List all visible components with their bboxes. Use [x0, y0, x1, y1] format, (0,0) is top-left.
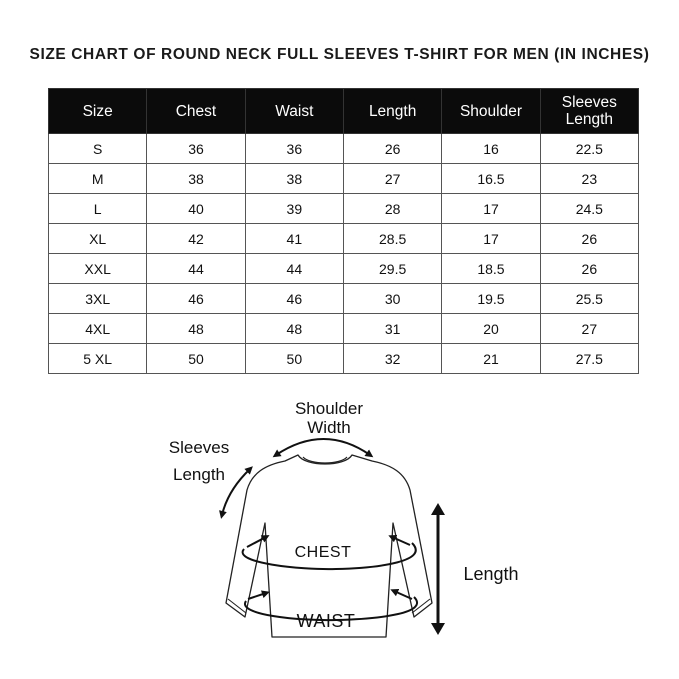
shoulder-label-line2: Width	[307, 418, 351, 437]
table-row	[49, 314, 639, 344]
waist-arrow-left-tip	[248, 593, 266, 599]
table-cell: 39	[245, 194, 343, 224]
header-sleeves-length: Sleeves Length	[540, 89, 638, 134]
table-cell: 17	[442, 194, 540, 224]
header-chest: Chest	[147, 89, 245, 134]
table-cell: 28	[343, 194, 441, 224]
table-row	[49, 284, 639, 314]
table-cell: XL	[49, 224, 147, 254]
table-body	[49, 134, 639, 374]
table-cell: 48	[147, 314, 245, 344]
header-length: Length	[343, 89, 441, 134]
table-cell: 36	[245, 134, 343, 164]
table-cell: 50	[147, 344, 245, 374]
table-cell: M	[49, 164, 147, 194]
waist-label: WAIST	[296, 611, 356, 631]
table-row	[49, 224, 639, 254]
table-row	[49, 344, 639, 374]
table-cell: 21	[442, 344, 540, 374]
size-chart-table	[48, 88, 639, 374]
table-cell: S	[49, 134, 147, 164]
table-cell: 20	[442, 314, 540, 344]
table-cell: 31	[343, 314, 441, 344]
table-cell: 46	[245, 284, 343, 314]
table-cell: 30	[343, 284, 441, 314]
table-cell: 4XL	[49, 314, 147, 344]
table-cell: 44	[147, 254, 245, 284]
table-cell: 17	[442, 224, 540, 254]
table-cell: 41	[245, 224, 343, 254]
table-cell: 42	[147, 224, 245, 254]
table-cell: 16	[442, 134, 540, 164]
table-cell: 40	[147, 194, 245, 224]
table-cell: 3XL	[49, 284, 147, 314]
table-cell: 27	[540, 314, 638, 344]
table-cell: 32	[343, 344, 441, 374]
table-cell: 22.5	[540, 134, 638, 164]
table-cell: 27	[343, 164, 441, 194]
table-cell: 50	[245, 344, 343, 374]
header-shoulder: Shoulder	[442, 89, 540, 134]
table-cell: 38	[245, 164, 343, 194]
table-row	[49, 134, 639, 164]
table-cell: L	[49, 194, 147, 224]
sleeves-label-line2: Length	[173, 465, 225, 484]
shoulder-label-line1: Shoulder	[294, 399, 364, 418]
table-cell: 27.5	[540, 344, 638, 374]
table-cell: 19.5	[442, 284, 540, 314]
page-title: SIZE CHART OF ROUND NECK FULL SLEEVES T-SHIRT FOR MEN (IN INCHES)	[29, 46, 650, 63]
table-header-row	[49, 89, 639, 134]
table-cell: 23	[540, 164, 638, 194]
table-cell: 16.5	[442, 164, 540, 194]
table-cell: 26	[540, 254, 638, 284]
table-cell: XXL	[49, 254, 147, 284]
chest-arrow-right-tip	[392, 537, 410, 545]
tshirt-measurement-diagram	[0, 385, 679, 679]
table-cell: 25.5	[540, 284, 638, 314]
chest-arrow-left-tip	[247, 537, 266, 547]
table-row	[49, 164, 639, 194]
shoulder-width-arrow	[276, 439, 370, 455]
header-size: Size	[49, 89, 147, 134]
table-cell: 29.5	[343, 254, 441, 284]
table-cell: 26	[343, 134, 441, 164]
table-cell: 18.5	[442, 254, 540, 284]
chest-label: CHEST	[294, 544, 352, 561]
table-cell: 5 XL	[49, 344, 147, 374]
table-cell: 26	[540, 224, 638, 254]
sleeves-length-arrow	[222, 469, 250, 515]
table-cell: 36	[147, 134, 245, 164]
table-cell: 38	[147, 164, 245, 194]
table-cell: 48	[245, 314, 343, 344]
sleeves-label-line1: Sleeves	[168, 438, 230, 457]
table-cell: 44	[245, 254, 343, 284]
table-cell: 46	[147, 284, 245, 314]
table-row	[49, 194, 639, 224]
table-cell: 24.5	[540, 194, 638, 224]
header-waist: Waist	[245, 89, 343, 134]
length-label: Length	[463, 564, 519, 584]
table-cell: 28.5	[343, 224, 441, 254]
table-row	[49, 254, 639, 284]
